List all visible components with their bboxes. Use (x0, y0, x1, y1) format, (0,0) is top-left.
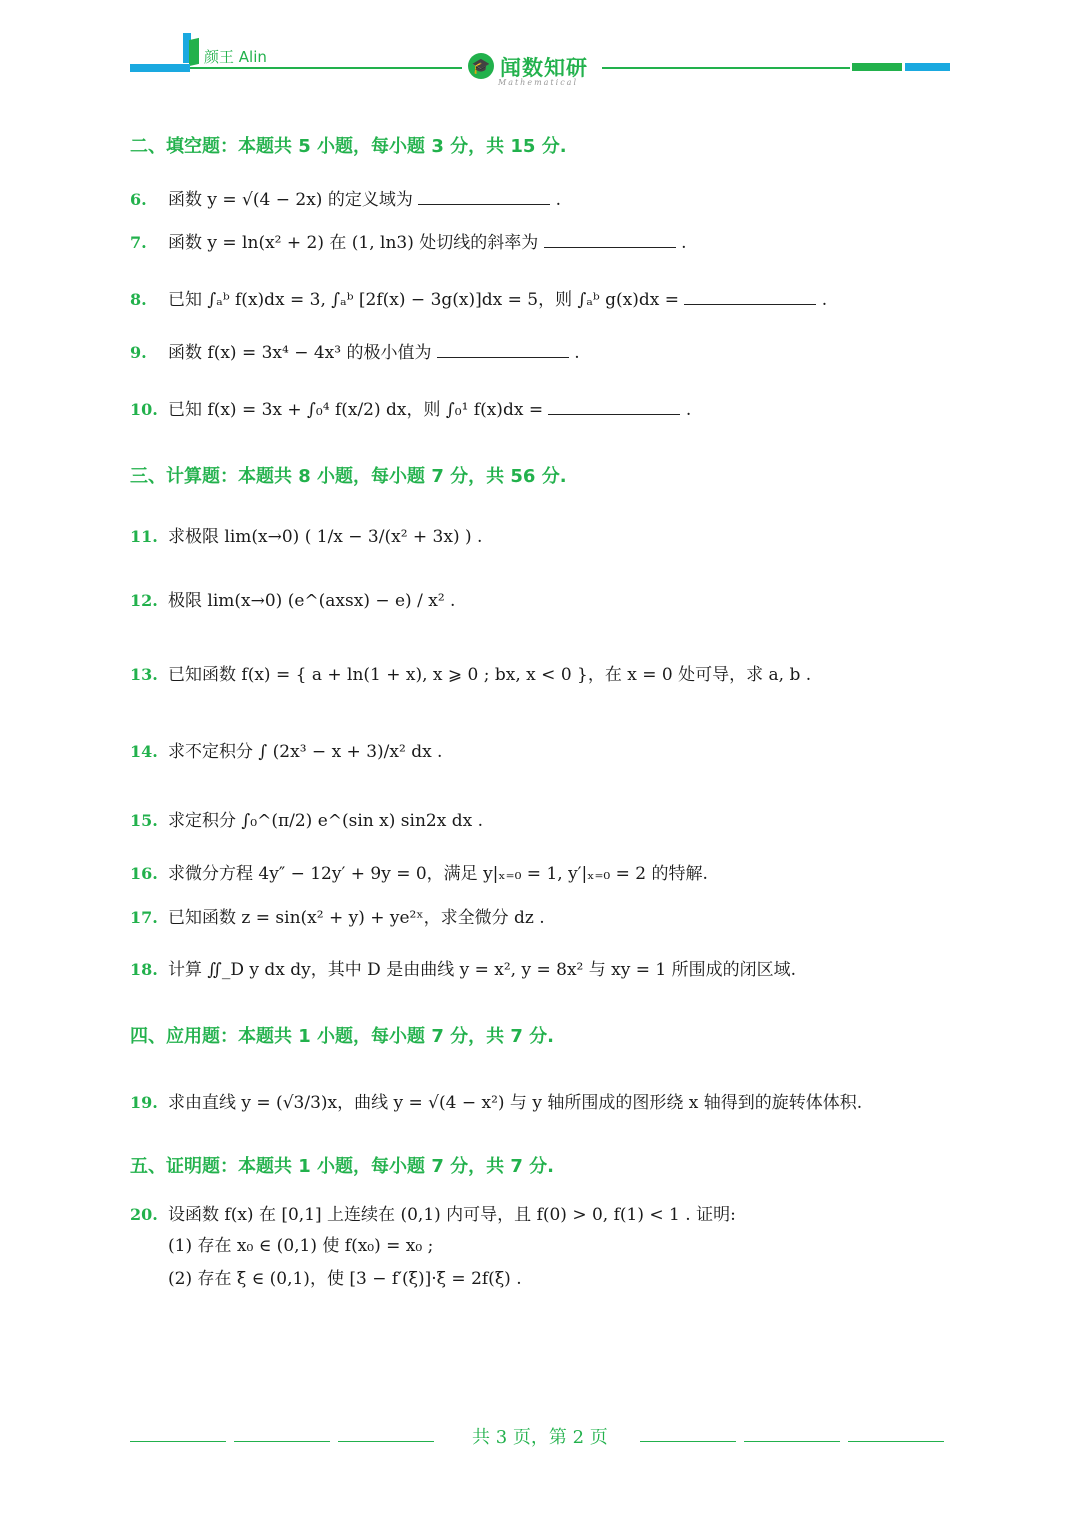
question-text: 求微分方程 4y″ − 12y′ + 9y = 0，满足 y|ₓ₌₀ = 1, y′|ₓ₌₀ = 2 的特解. (168, 864, 708, 884)
question-number: 20. (130, 1205, 158, 1224)
section-heading-calc: 三、计算题：本题共 8 小题，每小题 7 分，共 56 分. (130, 466, 567, 487)
section-heading-fill: 二、填空题：本题共 5 小题，每小题 3 分，共 15 分. (130, 136, 567, 157)
brand-name: 闻数知研 (500, 56, 588, 80)
graduation-cap-icon: 🎓 (468, 53, 494, 79)
header-accent-bar (905, 63, 950, 71)
question-text: 求不定积分 ∫ (2x³ − x + 3)/x² dx . (168, 742, 443, 762)
question-number: 16. (130, 864, 158, 883)
author-label: 颜王 Alin (204, 48, 267, 66)
question-number: 6. (130, 190, 147, 209)
question-number: 19. (130, 1093, 158, 1112)
question-text: 已知 ∫ₐᵇ f(x)dx = 3, ∫ₐᵇ [2f(x) − 3g(x)]dx = 5，则 ∫ₐᵇ g(x)dx = (168, 290, 679, 310)
answer-blank[interactable] (437, 343, 569, 358)
question-19 (130, 1088, 862, 1113)
brand-logo (462, 50, 602, 90)
question-text: 计算 ∬_D y dx dy，其中 D 是由曲线 y = x², y = 8x² 与 xy = 1 所围成的闭区域. (168, 960, 797, 980)
question-17 (130, 903, 545, 928)
question-number: 15. (130, 811, 158, 830)
question-11 (130, 522, 482, 547)
question-20 (130, 1200, 736, 1225)
question-number: 10. (130, 400, 158, 419)
question-text: 函数 f(x) = 3x⁴ − 4x³ 的极小值为 (168, 343, 432, 363)
question-20-part-2: (2) 存在 ξ ∈ (0,1)，使 [3 − f′(ξ)]·ξ = 2f(ξ) . (168, 1269, 522, 1289)
page-number: 共 3 页，第 2 页 (472, 1427, 608, 1448)
question-20-part-1: (1) 存在 x₀ ∈ (0,1) 使 f(x₀) = x₀ ; (168, 1236, 434, 1256)
footer-ornament-line (338, 1441, 434, 1442)
footer-ornament-line (744, 1441, 840, 1442)
question-13 (130, 660, 811, 685)
question-6: 6. 函数 y = √(4 − 2x) 的定义域为 . (130, 190, 562, 210)
question-text: 已知函数 f(x) = { a + ln(1 + x), x ⩾ 0 ; bx, x < 0 }，在 x = 0 处可导，求 a, b . (168, 665, 812, 685)
question-9: 9. 函数 f(x) = 3x⁴ − 4x³ 的极小值为 . (130, 343, 580, 363)
answer-blank[interactable] (418, 190, 550, 205)
answer-blank[interactable] (548, 400, 680, 415)
footer-ornament-line (848, 1441, 944, 1442)
header-accent-bar (130, 64, 190, 72)
question-text: 求极限 lim(x→0) ( 1/x − 3/(x² + 3x) ) . (168, 527, 483, 547)
brand-subtitle: Mathematical (498, 78, 578, 87)
answer-blank[interactable] (544, 233, 676, 248)
question-number: 7. (130, 233, 147, 252)
question-7: 7. 函数 y = ln(x² + 2) 在 (1, ln3) 处切线的斜率为 . (130, 233, 687, 253)
question-number: 12. (130, 591, 158, 610)
page-header (0, 0, 1080, 100)
question-10: 10. 已知 f(x) = 3x + ∫₀⁴ f(x/2) dx，则 ∫₀¹ f(x)dx = . (130, 400, 692, 420)
question-text: 函数 y = √(4 − 2x) 的定义域为 (168, 190, 413, 210)
question-14 (130, 737, 442, 762)
question-text: 设函数 f(x) 在 [0,1] 上连续在 (0,1) 内可导，且 f(0) > 0, f(1) < 1 . 证明: (168, 1205, 736, 1225)
question-18 (130, 955, 796, 980)
question-number: 11. (130, 527, 158, 546)
question-text: 已知函数 z = sin(x² + y) + ye²ˣ，求全微分 dz . (168, 908, 545, 928)
section-heading-proof: 五、证明题：本题共 1 小题，每小题 7 分，共 7 分. (130, 1156, 555, 1177)
section-heading-apply: 四、应用题：本题共 1 小题，每小题 7 分，共 7 分. (130, 1026, 555, 1047)
question-text: 函数 y = ln(x² + 2) 在 (1, ln3) 处切线的斜率为 (168, 233, 539, 253)
question-8: 8. 已知 ∫ₐᵇ f(x)dx = 3, ∫ₐᵇ [2f(x) − 3g(x)]dx = 5，则 ∫ₐᵇ g(x)dx = . (130, 290, 828, 310)
question-number: 17. (130, 908, 158, 927)
question-number: 18. (130, 960, 158, 979)
question-text: 求由直线 y = (√3/3)x，曲线 y = √(4 − x²) 与 y 轴所围成的图形绕 x 轴得到的旋转体体积. (168, 1093, 863, 1113)
question-number: 9. (130, 343, 147, 362)
question-text: 已知 f(x) = 3x + ∫₀⁴ f(x/2) dx，则 ∫₀¹ f(x)dx = (168, 400, 544, 420)
header-accent-bar (852, 63, 902, 71)
question-number: 14. (130, 742, 158, 761)
answer-blank[interactable] (684, 290, 816, 305)
question-number: 13. (130, 665, 158, 684)
question-12 (130, 586, 455, 611)
book-logo-icon (183, 33, 201, 65)
question-text: 求定积分 ∫₀^(π/2) e^(sin x) sin2x dx . (168, 811, 483, 831)
question-16 (130, 859, 708, 884)
footer-ornament-line (234, 1441, 330, 1442)
footer-ornament-line (640, 1441, 736, 1442)
footer-ornament-line (130, 1441, 226, 1442)
question-text: 极限 lim(x→0) (e^(axsx) − e) / x² . (168, 591, 456, 611)
question-number: 8. (130, 290, 147, 309)
question-15 (130, 806, 483, 831)
